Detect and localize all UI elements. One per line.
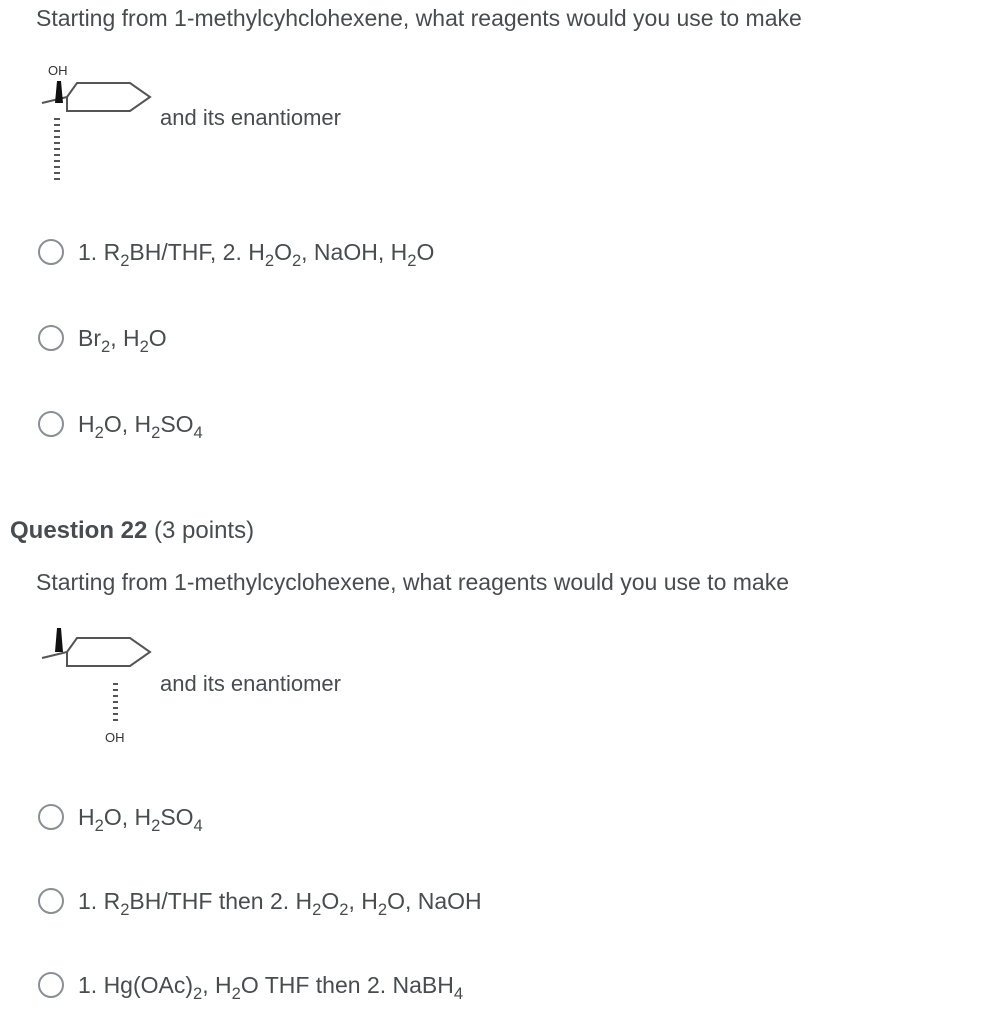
q22-option-1-label: $H_2O$, $H_2SO_4$ — [78, 803, 203, 835]
q21-oh-label: OH — [48, 63, 68, 78]
q21-ring — [67, 83, 150, 111]
q22-title: Question 22 — [10, 517, 148, 544]
q22-radio-1[interactable] — [38, 804, 64, 830]
q22-option-2-label: 1. $R_2BH$/THF then 2. $H_2O_2$, $H_2O$, NaOH — [78, 887, 482, 919]
q22-radio-2[interactable] — [38, 888, 64, 914]
q21-radio-2[interactable] — [38, 325, 64, 351]
q21-prompt: Starting from 1-methylcyhclohexene, what reagents would you use to make — [36, 5, 802, 31]
q22-option-2[interactable] — [38, 884, 482, 918]
q21-methyl-bond — [42, 97, 67, 103]
q22-methyl-bond — [42, 652, 67, 658]
q22-heading — [10, 517, 254, 545]
q22-wedge-bond — [55, 628, 63, 652]
q22-option-1[interactable] — [38, 800, 203, 834]
q21-option-3-label: $H_2O$, $H_2SO_4$ — [78, 410, 203, 442]
q21-option-2-label: $Br_2$, $H_2O$ — [78, 324, 167, 356]
q22-structure-image — [35, 622, 165, 752]
q22-hash-bond — [113, 684, 118, 720]
q21-option-2[interactable] — [38, 321, 167, 355]
q22-radio-3[interactable] — [38, 972, 64, 998]
q22-option-3-label: 1. $Hg(OAc)_2$, $H_2O$ THF then 2. NaBH$_4$ — [78, 971, 464, 1003]
q22-points: (3 points) — [154, 517, 255, 544]
q21-option-3[interactable] — [38, 407, 203, 441]
q22-prompt: Starting from 1-methylcyclohexene, what reagents would you use to make — [36, 569, 789, 595]
q22-enantiomer-note: and its enantiomer — [160, 671, 341, 696]
q21-wedge-bond — [55, 81, 63, 103]
q22-ring — [67, 638, 150, 666]
q21-enantiomer-note: and its enantiomer — [160, 105, 341, 130]
q21-structure-image — [35, 55, 165, 190]
q21-hash-bond — [54, 119, 60, 179]
q22-oh-label: OH — [105, 730, 125, 745]
q21-option-1-label: 1. $R_2BH$/THF, 2. $H_2O_2$, NaOH, $H_2O$ — [78, 238, 435, 270]
q21-option-1[interactable] — [38, 235, 434, 269]
q21-radio-1[interactable] — [38, 239, 64, 265]
q21-radio-3[interactable] — [38, 411, 64, 437]
q22-option-3[interactable] — [38, 968, 463, 1002]
